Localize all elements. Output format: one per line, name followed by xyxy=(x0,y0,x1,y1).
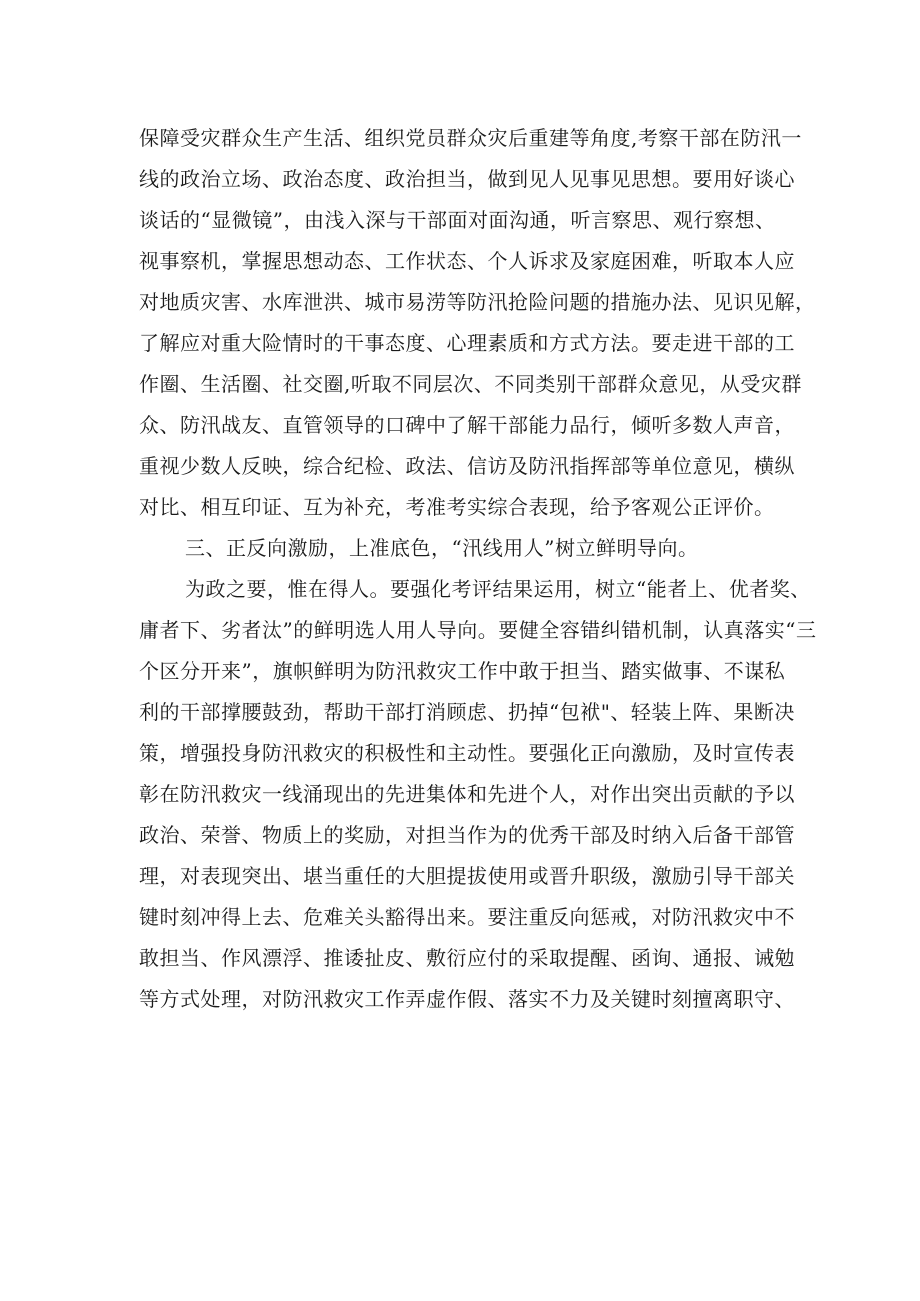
body-text xyxy=(139,118,817,1020)
text-line-12: 为政之要，惟在得人。要强化考评结果运用，树立“能者上、优者奖、 xyxy=(185,577,811,601)
text-line-18: 政治、荣誉、物质上的奖励，对担当作为的优秀干部及时纳入后备干部管 xyxy=(139,823,795,847)
text-line-15: 利的干部撑腰鼓劲，帮助干部打消顾虑、扔掉“包袱"、轻装上阵、果断决 xyxy=(139,700,795,724)
text-line-4: 视事察机，掌握思想动态、工作状态、个人诉求及家庭困难，听取本人应 xyxy=(139,249,795,273)
text-line-14: 个区分开来”，旗帜鲜明为防汛救灾工作中敢于担当、踏实做事、不谋私 xyxy=(139,659,786,683)
text-line-8: 众、防汛战友、直管领导的口碑中了解干部能力品行，倾听多数人声音， xyxy=(139,413,795,437)
text-line-16: 策，增强投身防汛救灾的积极性和主动性。要强化正向激励，及时宣传表 xyxy=(139,741,795,765)
text-line-1: 保障受灾群众生产生活、组织党员群众灾后重建等角度,考察干部在防汛一 xyxy=(139,126,802,150)
text-line-17: 彰在防汛救灾一线涌现出的先进集体和先进个人，对作出突出贡献的予以 xyxy=(139,782,795,806)
text-line-10: 对比、相互印证、互为补充，考准考实综合表现，给予客观公正评价。 xyxy=(139,495,775,519)
text-line-7: 作圈、生活圈、社交圈,听取不同层次、不同类别干部群众意见，从受灾群 xyxy=(139,372,802,396)
text-line-20: 键时刻冲得上去、危难关头豁得出来。要注重反向惩戒，对防汛救灾中不 xyxy=(139,905,795,929)
text-line-13: 庸者下、劣者汰”的鲜明选人用人导向。要健全容错纠错机制，认真落实“三 xyxy=(139,618,817,642)
text-line-9: 重视少数人反映，综合纪检、政法、信访及防汛指挥部等单位意见，横纵 xyxy=(139,454,795,478)
text-line-6: 了解应对重大险情时的干事态度、心理素质和方式方法。要走进干部的工 xyxy=(139,331,795,355)
section-heading: 三、正反向激励，上准底色，“汛线用人”树立鲜明导向。 xyxy=(185,536,699,560)
text-line-5: 对地质灾害、水库泄洪、城市易涝等防汛抢险问题的措施办法、见识见解， xyxy=(139,290,816,314)
text-line-21: 敢担当、作风漂浮、推诿扯皮、敷衍应付的采取提醒、函询、通报、诫勉 xyxy=(139,946,795,970)
text-line-2: 线的政治立场、政治态度、政治担当，做到见人见事见思想。要用好谈心 xyxy=(139,167,795,191)
text-line-22: 等方式处理，对防汛救灾工作弄虚作假、落实不力及关键时刻擅离职守、 xyxy=(139,987,795,1011)
text-line-3: 谈话的“显微镜”，由浅入深与干部面对面沟通，听言察思、观行察想、 xyxy=(139,208,776,232)
text-line-19: 理，对表现突出、堪当重任的大胆提拔使用或晋升职级，激励引导干部关 xyxy=(139,864,795,888)
